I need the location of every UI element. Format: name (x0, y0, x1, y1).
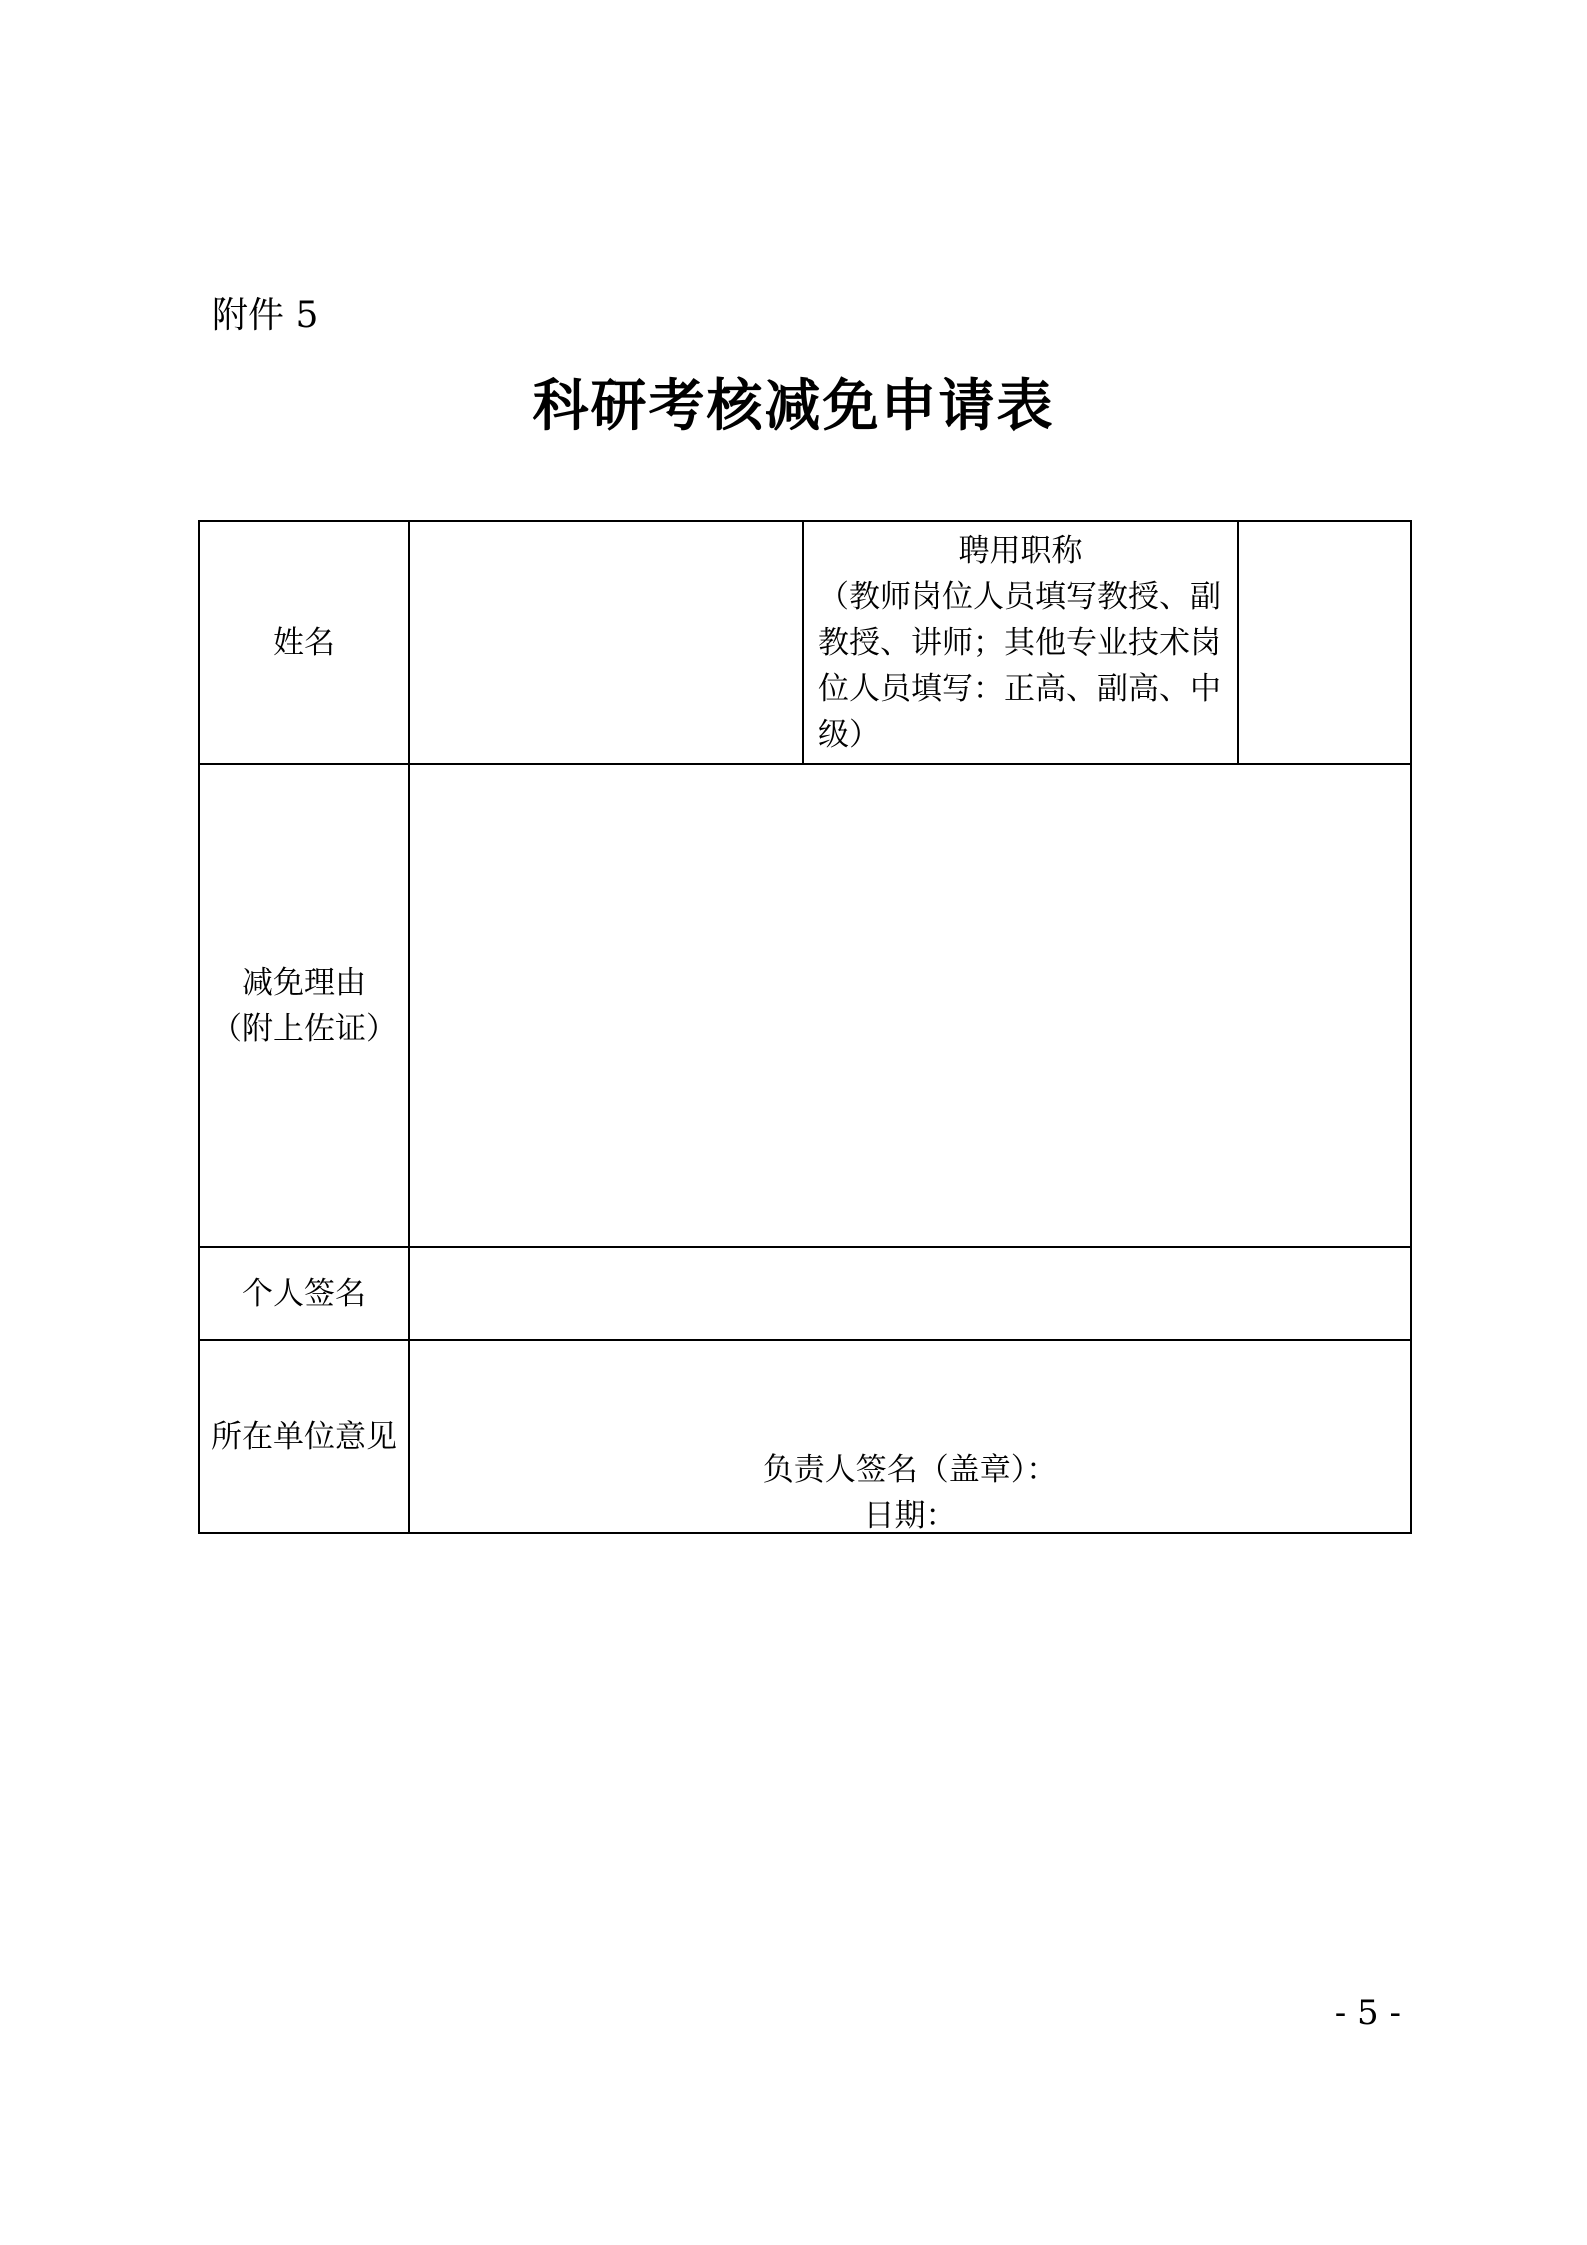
reason-input-cell[interactable] (409, 764, 1411, 1247)
title-input-cell[interactable] (1238, 521, 1411, 764)
leader-signature-label: 负责人签名（盖章）： (762, 1452, 1058, 1488)
row-reason (199, 764, 1411, 1247)
title-label-note: （教师岗位人员填写教授、副教授、讲师；其他专业技术岗位人员填写：正高、副高、中级） (818, 578, 1221, 753)
signature-input-cell[interactable] (409, 1247, 1411, 1340)
unit-opinion-input-cell[interactable] (409, 1340, 1411, 1533)
reason-label-line1: 减免理由 (242, 964, 366, 1001)
unit-opinion-label: 所在单位意见 (211, 1418, 397, 1455)
reason-label-cell (199, 764, 409, 1247)
title-label-cell (803, 521, 1238, 764)
application-form-table (198, 520, 1412, 1534)
row-unit-opinion (199, 1340, 1411, 1533)
date-label: 日期： (863, 1498, 957, 1534)
title-label-main: 聘用职称 (958, 532, 1083, 569)
name-label: 姓名 (273, 624, 335, 661)
row-signature (199, 1247, 1411, 1340)
signature-label: 个人签名 (242, 1275, 366, 1312)
name-input-cell[interactable] (409, 521, 803, 764)
attachment-label: 附件 5 (212, 295, 319, 336)
unit-opinion-label-cell (199, 1340, 409, 1533)
reason-label-line2: （附上佐证） (211, 1010, 397, 1047)
signature-label-cell (199, 1247, 409, 1340)
page-number: - 5 - (1334, 1993, 1401, 2033)
row-name-title (199, 521, 1411, 764)
form-title: 科研考核减免申请表 (532, 373, 1055, 439)
name-label-cell (199, 521, 409, 764)
